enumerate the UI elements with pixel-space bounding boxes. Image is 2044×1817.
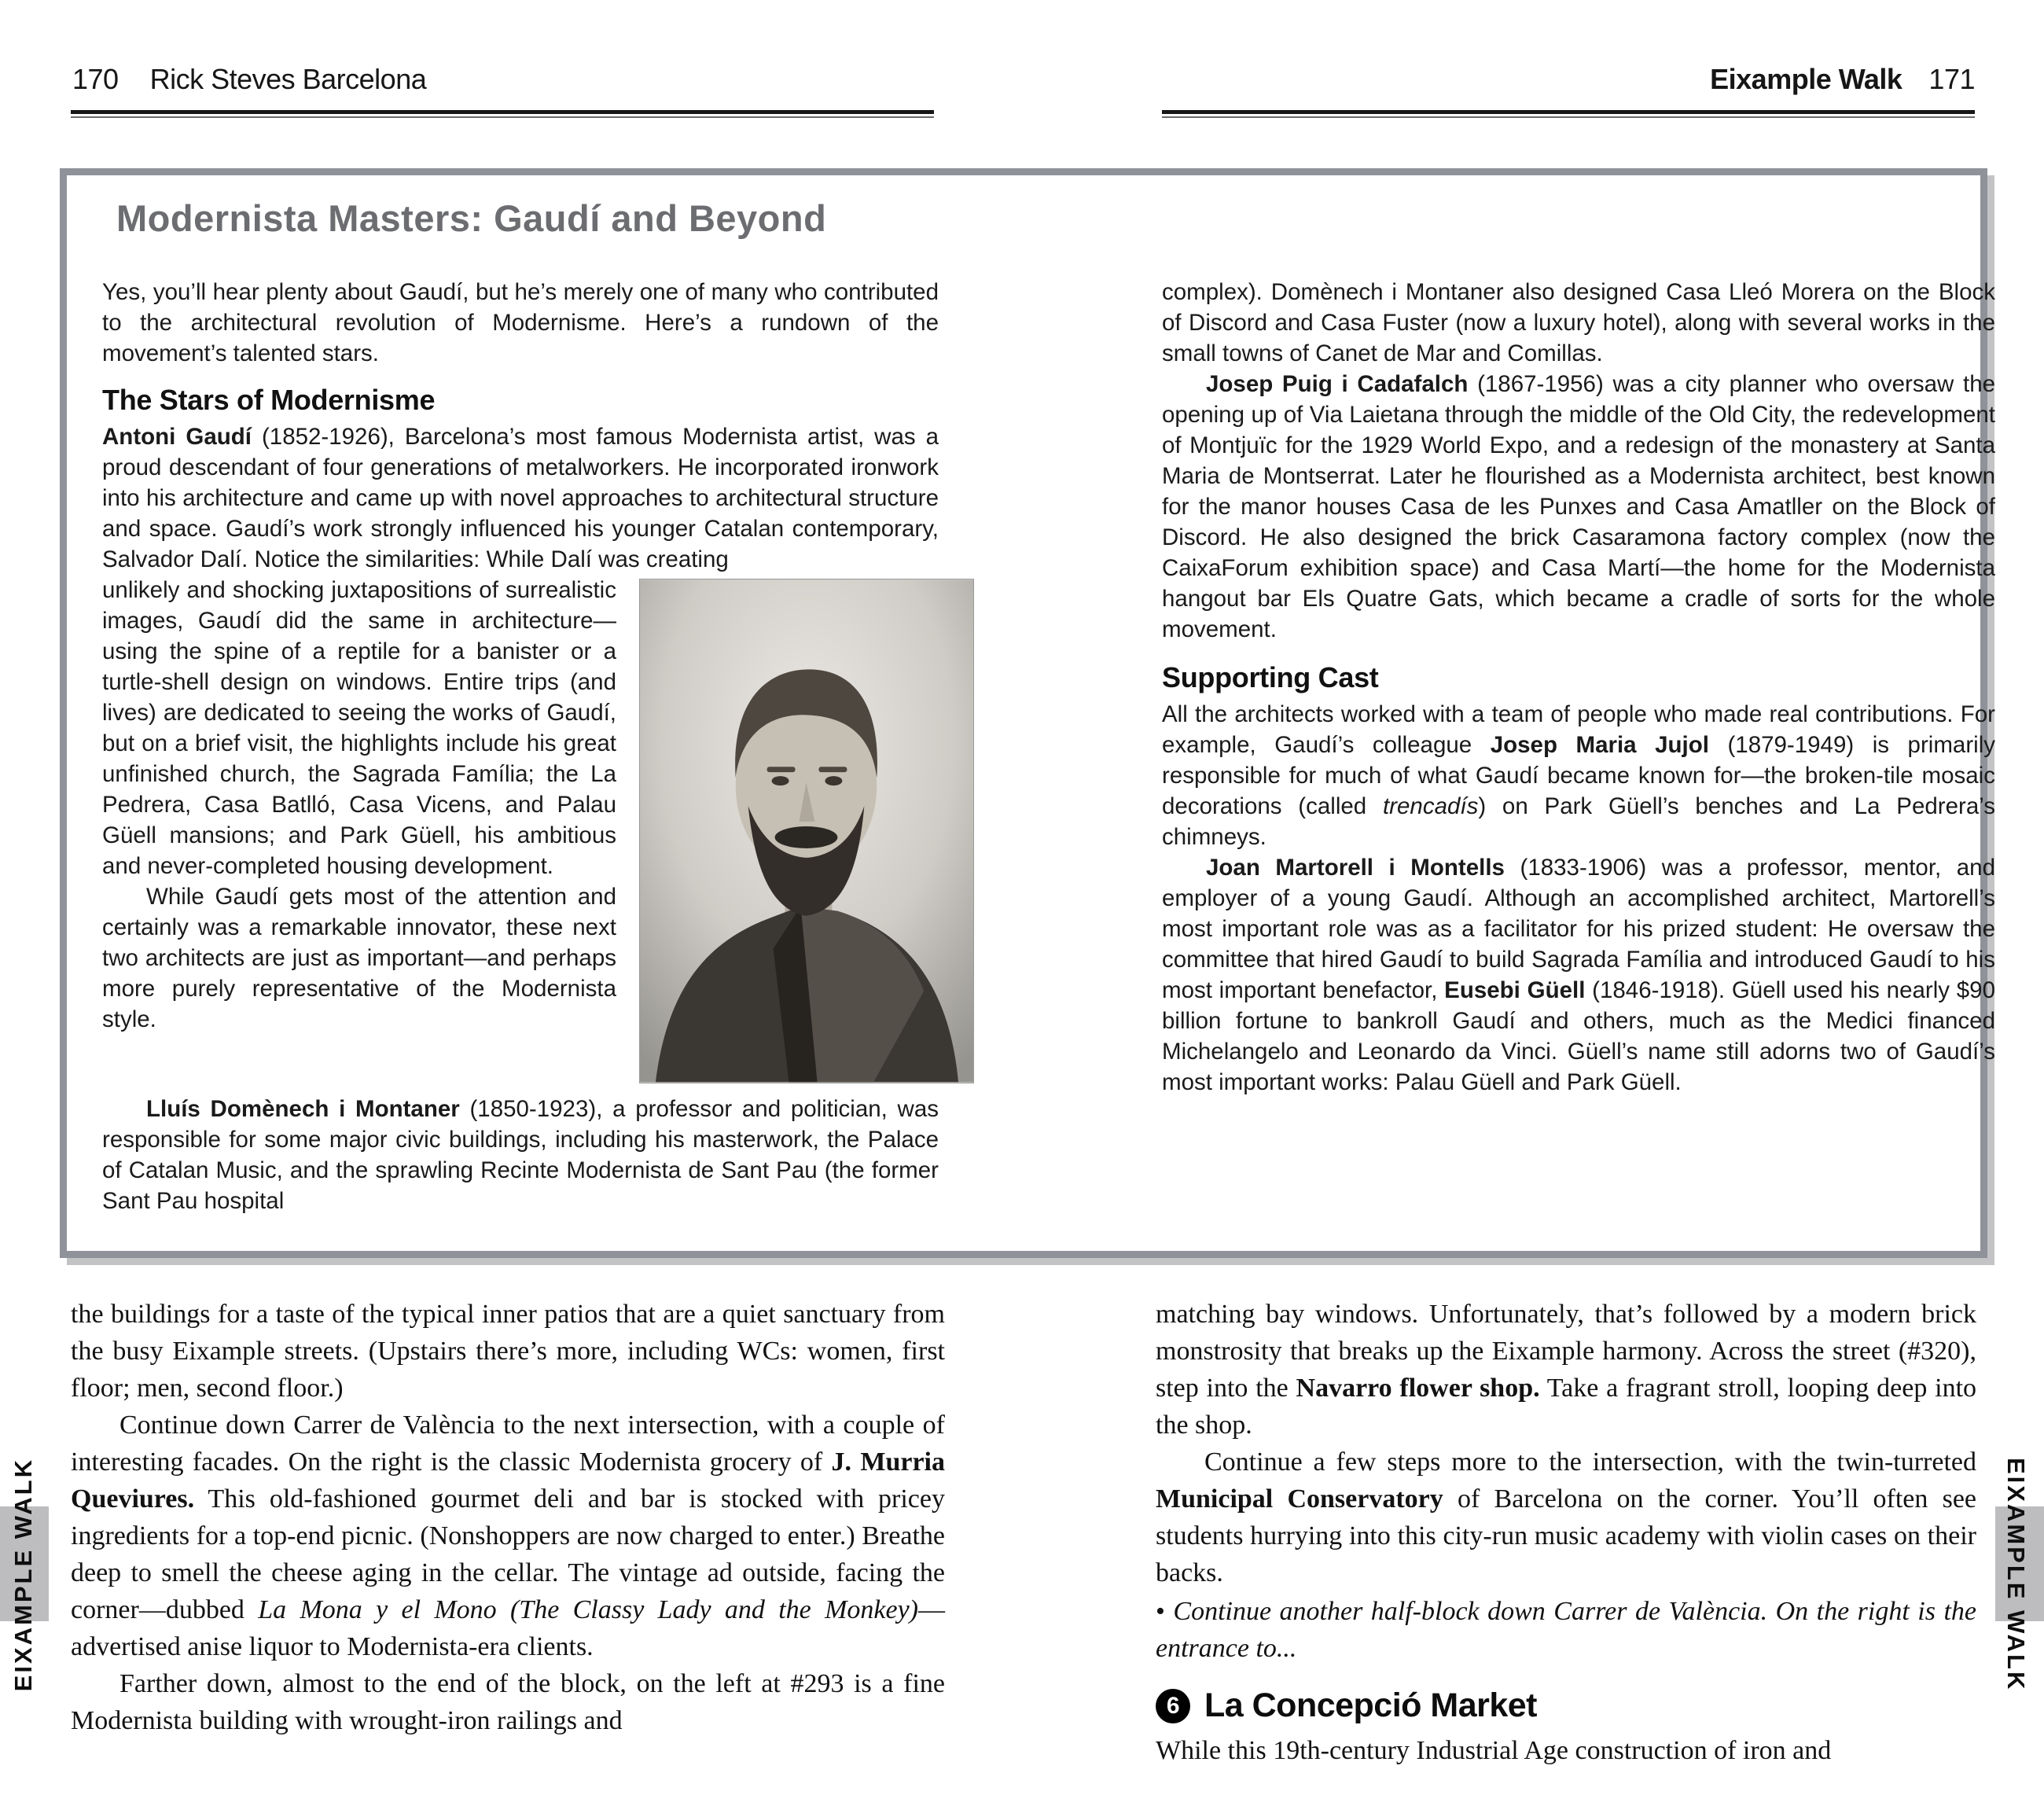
- la-concepcio-market-heading: [1156, 1687, 1976, 1724]
- box-paragraph-joan: Joan Martorell i Montells (1833-1906) was a professor, mentor, and employer of a young Gaudí. Although an accomplished architect, Martorell’s most important role was as a facilitator for his prized student: He oversaw the committee that hired Gaudí to build Sagrada Família and introduced Gaudí to his most important benefactor, Eusebi Güell (1846-1918). Güell used his nearly $90 billion fortune to bankroll Gaudí and others, much as the Medici financed Michelangelo and Leonardo da Vinci. Güell’s name still adorns two of Gaudí’s most important works: Palau Güell and Park Güell.: [1162, 855, 1995, 1095]
- body-left-column: [71, 1296, 945, 1739]
- right-page-header: [1710, 63, 1975, 96]
- gaudi-portrait-illustration: [640, 579, 973, 1083]
- route-direction-note: • Continue another half-block down Carrer de València. On the right is the entrance to...: [1156, 1597, 1976, 1663]
- box-paragraph-gaudi-continued: unlikely and shocking juxtapositions of surrealistic images, Gaudí did the same in architecture—using the spine of a reptile for a banister or a turtle-shell design on windows. Entire trips (and lives) are dedicated to seeing the works of Gaudí, but on a brief visit, the highlights include his great unfinished church, the Sagrada Família; the La Pedrera, Casa Batlló, Casa Vicens, and Palau Güell mansions; and Park Güell, his ambitious and never-completed housing development.: [102, 577, 616, 879]
- sidebar-box-left-column: [102, 277, 939, 1216]
- left-header-title: Rick Steves Barcelona: [149, 63, 427, 95]
- sidebar-box-title: Modernista Masters: Gaudí and Beyond: [116, 197, 827, 239]
- box-paragraph-gaudi: Antoni Gaudí (1852-1926), Barcelona’s most famous Modernista artist, was a proud descendant of four generations of metalworkers. He incorporated ironwork into his architecture and came up with novel approaches to architectural structure and space. Gaudí’s work strongly influenced his younger Catalan contemporary, Salvador Dalí. Notice the similarities: While Dalí was creating: [102, 424, 939, 572]
- stop-number-badge: 6: [1156, 1689, 1190, 1723]
- box-paragraph-complex: complex). Domènech i Montaner also designed Casa Lleó Morera on the Block of Discord and Casa Fuster (now a luxury hotel), along with several works in the small towns of Canet de Mar and Comillas.: [1162, 279, 1995, 366]
- body-paragraph-market-intro: While this 19th-century Industrial Age construction of iron and: [1156, 1736, 1832, 1765]
- gaudi-portrait-photo: [640, 579, 973, 1083]
- body-paragraph-buildings: the buildings for a taste of the typical inner patios that are a quiet sanctuary from the busy Eixample streets. (Upstairs there’s more, including WCs: women, first floor; men, second floor.): [71, 1300, 945, 1403]
- body-paragraph-conservatory: Continue a few steps more to the intersection, with the twin-turreted Municipal Conservatory of Barcelona on the corner. You’ll often see students hurrying into this city-run music academy with violin cases on their backs.: [1156, 1447, 1976, 1587]
- left-header-rule: [71, 110, 934, 118]
- body-paragraph-murria: Continue down Carrer de València to the next intersection, with a couple of interesting facades. On the right is the classic Modernista grocery of J. Murria Queviures. This old-fashioned gourmet deli and bar is stocked with pricey ingredients for a top-end picnic. (Nonshoppers are now charged to enter.) Breathe deep to smell the cheese aging in the cellar. The vintage ad outside, facing the corner—dubbed La Mona y el Mono (The Classy Lady and the Monkey)—advertised anise liquor to Modernista-era clients.: [71, 1411, 945, 1661]
- body-paragraph-farther-down: Farther down, almost to the end of the block, on the left at #293 is a fine Modernista building with wrought-iron railings and: [71, 1669, 945, 1735]
- right-margin-tab-label: EIXAMPLE WALK: [2002, 1458, 2030, 1692]
- photo-wrap-block: [102, 575, 939, 1094]
- left-page-number: 170: [72, 63, 119, 95]
- box-paragraph-team: All the architects worked with a team of people who made real contributions. For example, Gaudí’s colleague Josep Maria Jujol (1879-1949) is primarily responsible for much of what Gaudí became known for—the broken-tile mosaic decorations (called trencadís) on Park Güell’s benches and La Pedrera’s chimneys.: [1162, 701, 1996, 850]
- box-intro-paragraph: Yes, you’ll hear plenty about Gaudí, but he’s merely one of many who contributed to the architectural revolution of Modernisme. Here’s a rundown of the movement’s talented stars.: [102, 279, 939, 366]
- box-paragraph-while-gaudi: While Gaudí gets most of the attention and certainly was a remarkable innovator, these next two architects are just as important—and perhaps more purely representative of the Modernista style.: [102, 884, 616, 1032]
- body-paragraph-bay-windows: matching bay windows. Unfortunately, that’s followed by a modern brick monstrosity that breaks up the Eixample harmony. Across the street (#320), step into the Navarro flower shop. Take a fragrant stroll, looping deep into the shop.: [1156, 1300, 1977, 1440]
- left-page-header: [72, 63, 426, 96]
- box-subhead-stars: The Stars of Modernisme: [102, 384, 436, 416]
- sidebar-box-right-column: [1162, 277, 1995, 1098]
- box-paragraph-lluis: Lluís Domènech i Montaner (1850-1923), a professor and politician, was responsible for some major civic buildings, including his masterwork, the Palace of Catalan Music, and the sprawling Recinte Modernista de Sant Pau (the former Sant Pau hospital: [102, 1096, 939, 1214]
- left-margin-tab-label: EIXAMPLE WALK: [9, 1458, 37, 1692]
- market-heading-label: La Concepció Market: [1204, 1686, 1537, 1724]
- body-right-column: [1156, 1296, 1976, 1769]
- right-header-title: Eixample Walk: [1710, 63, 1902, 95]
- right-page-number: 171: [1928, 63, 1975, 95]
- box-paragraph-josep: Josep Puig i Cadafalch (1867-1956) was a city planner who oversaw the opening up of Via Laietana through the middle of the Old City, the redevelopment of Montjuïc for the 1929 World Expo, and a redesign of the monastery at Santa Maria de Montserrat. Later he flourished as a Modernista architect, best known for the manor houses Casa de les Punxes and Casa Amatller on the Block of Discord. He also designed the brick Casaramona factory complex (now the CaixaForum exhibition space) and Casa Martí—the home for the Modernista hangout bar Els Quatre Gats, which became a cradle of sorts for the whole movement.: [1162, 371, 1996, 642]
- right-header-rule: [1162, 110, 1975, 118]
- box-subhead-supporting-cast: Supporting Cast: [1162, 661, 1379, 693]
